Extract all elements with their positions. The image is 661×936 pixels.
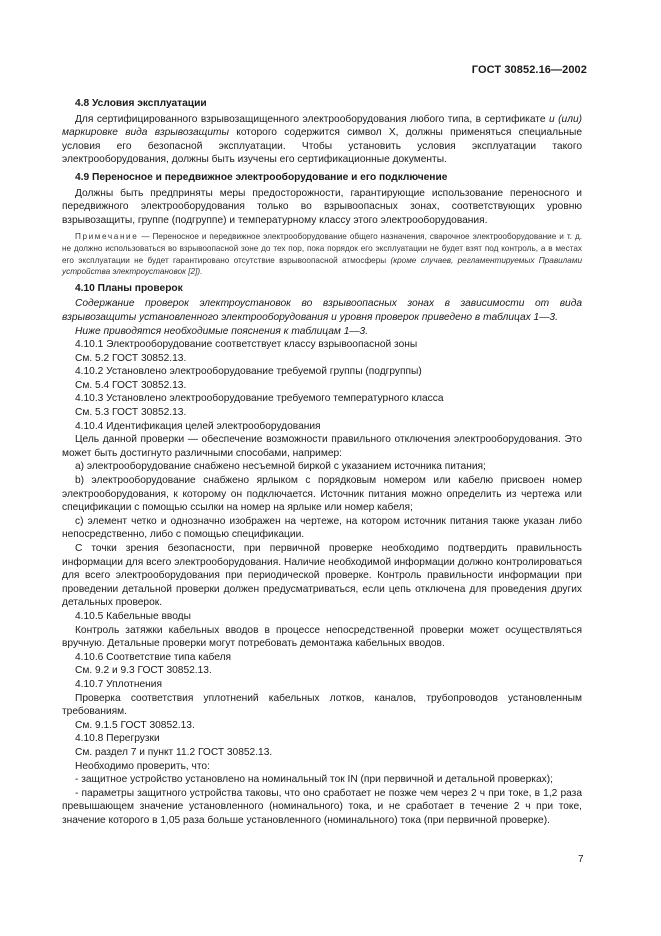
- section-4-10-intro-2: Ниже приводятся необходимые пояснения к таблицам 1—3.: [75, 325, 369, 337]
- list-item-b: b) электрооборудование снабжено ярлыком с порядковым номером или кабелю присвоен номер электрооборудования, к которому он подключается. Источник питания можно определить из чертежа или спецификации с помощью ссылки на номер на ярлыке или номер кабеля;: [62, 475, 582, 514]
- section-4-8-text-italic: и (или) маркировке вида взрывозащиты: [62, 113, 583, 139]
- document-body: [62, 95, 582, 827]
- note-label: Примечание: [75, 232, 139, 242]
- section-4-9-heading: 4.9 Переносное и передвижное электрооборудование и его подключение: [75, 171, 448, 183]
- subsection-4-10-7-title: 4.10.7 Уплотнения: [75, 678, 162, 690]
- section-4-8-text-end: которого содержится символ X, должны применяться специальные условия его безопасной эксплуатации. Чтобы установить условия эксплуатации такого электрооборудования, должны быть изучены его сертификационные документы.: [62, 127, 582, 166]
- section-4-9-note: [62, 231, 582, 277]
- subsection-4-10-4-title: 4.10.4 Идентификация целей электрооборудования: [75, 420, 321, 432]
- subsection-4-10-1-ref: См. 5.2 ГОСТ 30852.13.: [75, 352, 187, 364]
- section-4-10-intro: Содержание проверок электроустановок во взрывоопасных зонах в зависимости от вида взрывозащиты установленного электрооборудования и уровня проверок приведено в таблицах 1—3.: [62, 298, 582, 323]
- subsection-4-10-4-paragraph: Цель данной проверки — обеспечение возможности правильного отключения электрооборудования. Это может быть достигнуто различными способами, например:: [62, 434, 582, 459]
- subsection-4-10-1-title: 4.10.1 Электрооборудование соответствует классу взрывоопасной зоны: [75, 339, 418, 351]
- subsection-4-10-8-ref: См. раздел 7 и пункт 11.2 ГОСТ 30852.13.: [75, 746, 273, 758]
- section-4-8-paragraph: [62, 113, 582, 167]
- dash-list-item-2: - параметры защитного устройства таковы, что оно сработает не позже чем через 2 ч при токе, в 1,2 раза превышающем значение установленного (номинального) тока, и не сработает в течение 2 ч при токе, значение которого в 1,05 раза больше установленного (номинального) тока (при первичной проверке).: [62, 787, 582, 826]
- subsection-4-10-6-ref: См. 9.2 и 9.3 ГОСТ 30852.13.: [75, 665, 212, 677]
- section-4-8-text-start: Для сертифицированного взрывозащищенного электрооборудования любого типа, в сертификате: [75, 113, 549, 125]
- list-item-c: с) элемент четко и однозначно изображен на чертеже, на котором источник питания также указан либо непосредственно, либо с помощью спецификации.: [62, 515, 582, 541]
- subsection-4-10-2-ref: См. 5.4 ГОСТ 30852.13.: [75, 379, 187, 391]
- subsection-4-10-5-paragraph: Контроль затяжки кабельных вводов в процессе непосредственной проверки может осуществляться вручную. Детальные проверки могут потребовать демонтажа кабельных вводов.: [62, 624, 582, 650]
- page-number: 7: [578, 854, 584, 865]
- subsection-4-10-6-title: 4.10.6 Соответствие типа кабеля: [75, 651, 232, 663]
- section-4-9-paragraph: Должны быть предприняты меры предосторожности, гарантирующие использование переносного и передвижного электрооборудования только во взрывоопасных зонах, соответствующих уровню взрывозащиты, группе (подгруппе) и температурному классу этого электрооборудования.: [62, 187, 582, 226]
- subsection-4-10-3-title: 4.10.3 Установлено электрооборудование требуемого температурного класса: [75, 393, 444, 405]
- dash-list-item-1: - защитное устройство установлено на номинальный ток IN (при первичной и детальной проверках);: [75, 774, 553, 786]
- list-item-a: а) электрооборудование снабжено несъемной биркой с указанием источника питания;: [75, 461, 486, 473]
- subsection-4-10-4-paragraph-2: С точки зрения безопасности, при первичной проверке необходимо подтвердить правильность информации для всего электрооборудования. Наличие необходимой информации должно контролироваться для всего электрооборудования при периодической проверке. Контроль правильности информации при проведении детальной проверки должен предусматриваться, если цепь отключена для проведения других детальных проверок.: [62, 543, 582, 609]
- subsection-4-10-5-title: 4.10.5 Кабельные вводы: [75, 610, 191, 622]
- section-4-8-heading: 4.8 Условия эксплуатации: [75, 98, 207, 109]
- subsection-4-10-3-ref: См. 5.3 ГОСТ 30852.13.: [75, 407, 187, 419]
- subsection-4-10-7-paragraph: Проверка соответствия уплотнений кабельных лотков, каналов, трубопроводов установленным требованиям.: [62, 692, 582, 718]
- subsection-4-10-7-ref: См. 9.1.5 ГОСТ 30852.13.: [75, 719, 195, 731]
- section-4-10-heading: 4.10 Планы проверок: [75, 282, 183, 294]
- note-italic-text: (кроме случаев, регламентируемых Правилами устройства электроустановок [2]).: [62, 255, 582, 277]
- note-text: — Переносное и передвижное электрооборудование общего назначения, сварочное электрооборудование и т. д. не должно использоваться во взрывоопасной зоне до тех пор, пока порядок его эксплуатации не будет взят под контроль, а в местах его эксплуатации не будет гарантировано отсутствие взрывоопасной атмосферы: [62, 232, 582, 265]
- subsection-4-10-2-title: 4.10.2 Установлено электрооборудование требуемой группы (подгруппы): [75, 366, 422, 378]
- subsection-4-10-8-paragraph: Необходимо проверить, что:: [75, 760, 210, 772]
- subsection-4-10-8-title: 4.10.8 Перегрузки: [75, 733, 160, 745]
- document-code-header: ГОСТ 30852.16—2002: [471, 64, 587, 76]
